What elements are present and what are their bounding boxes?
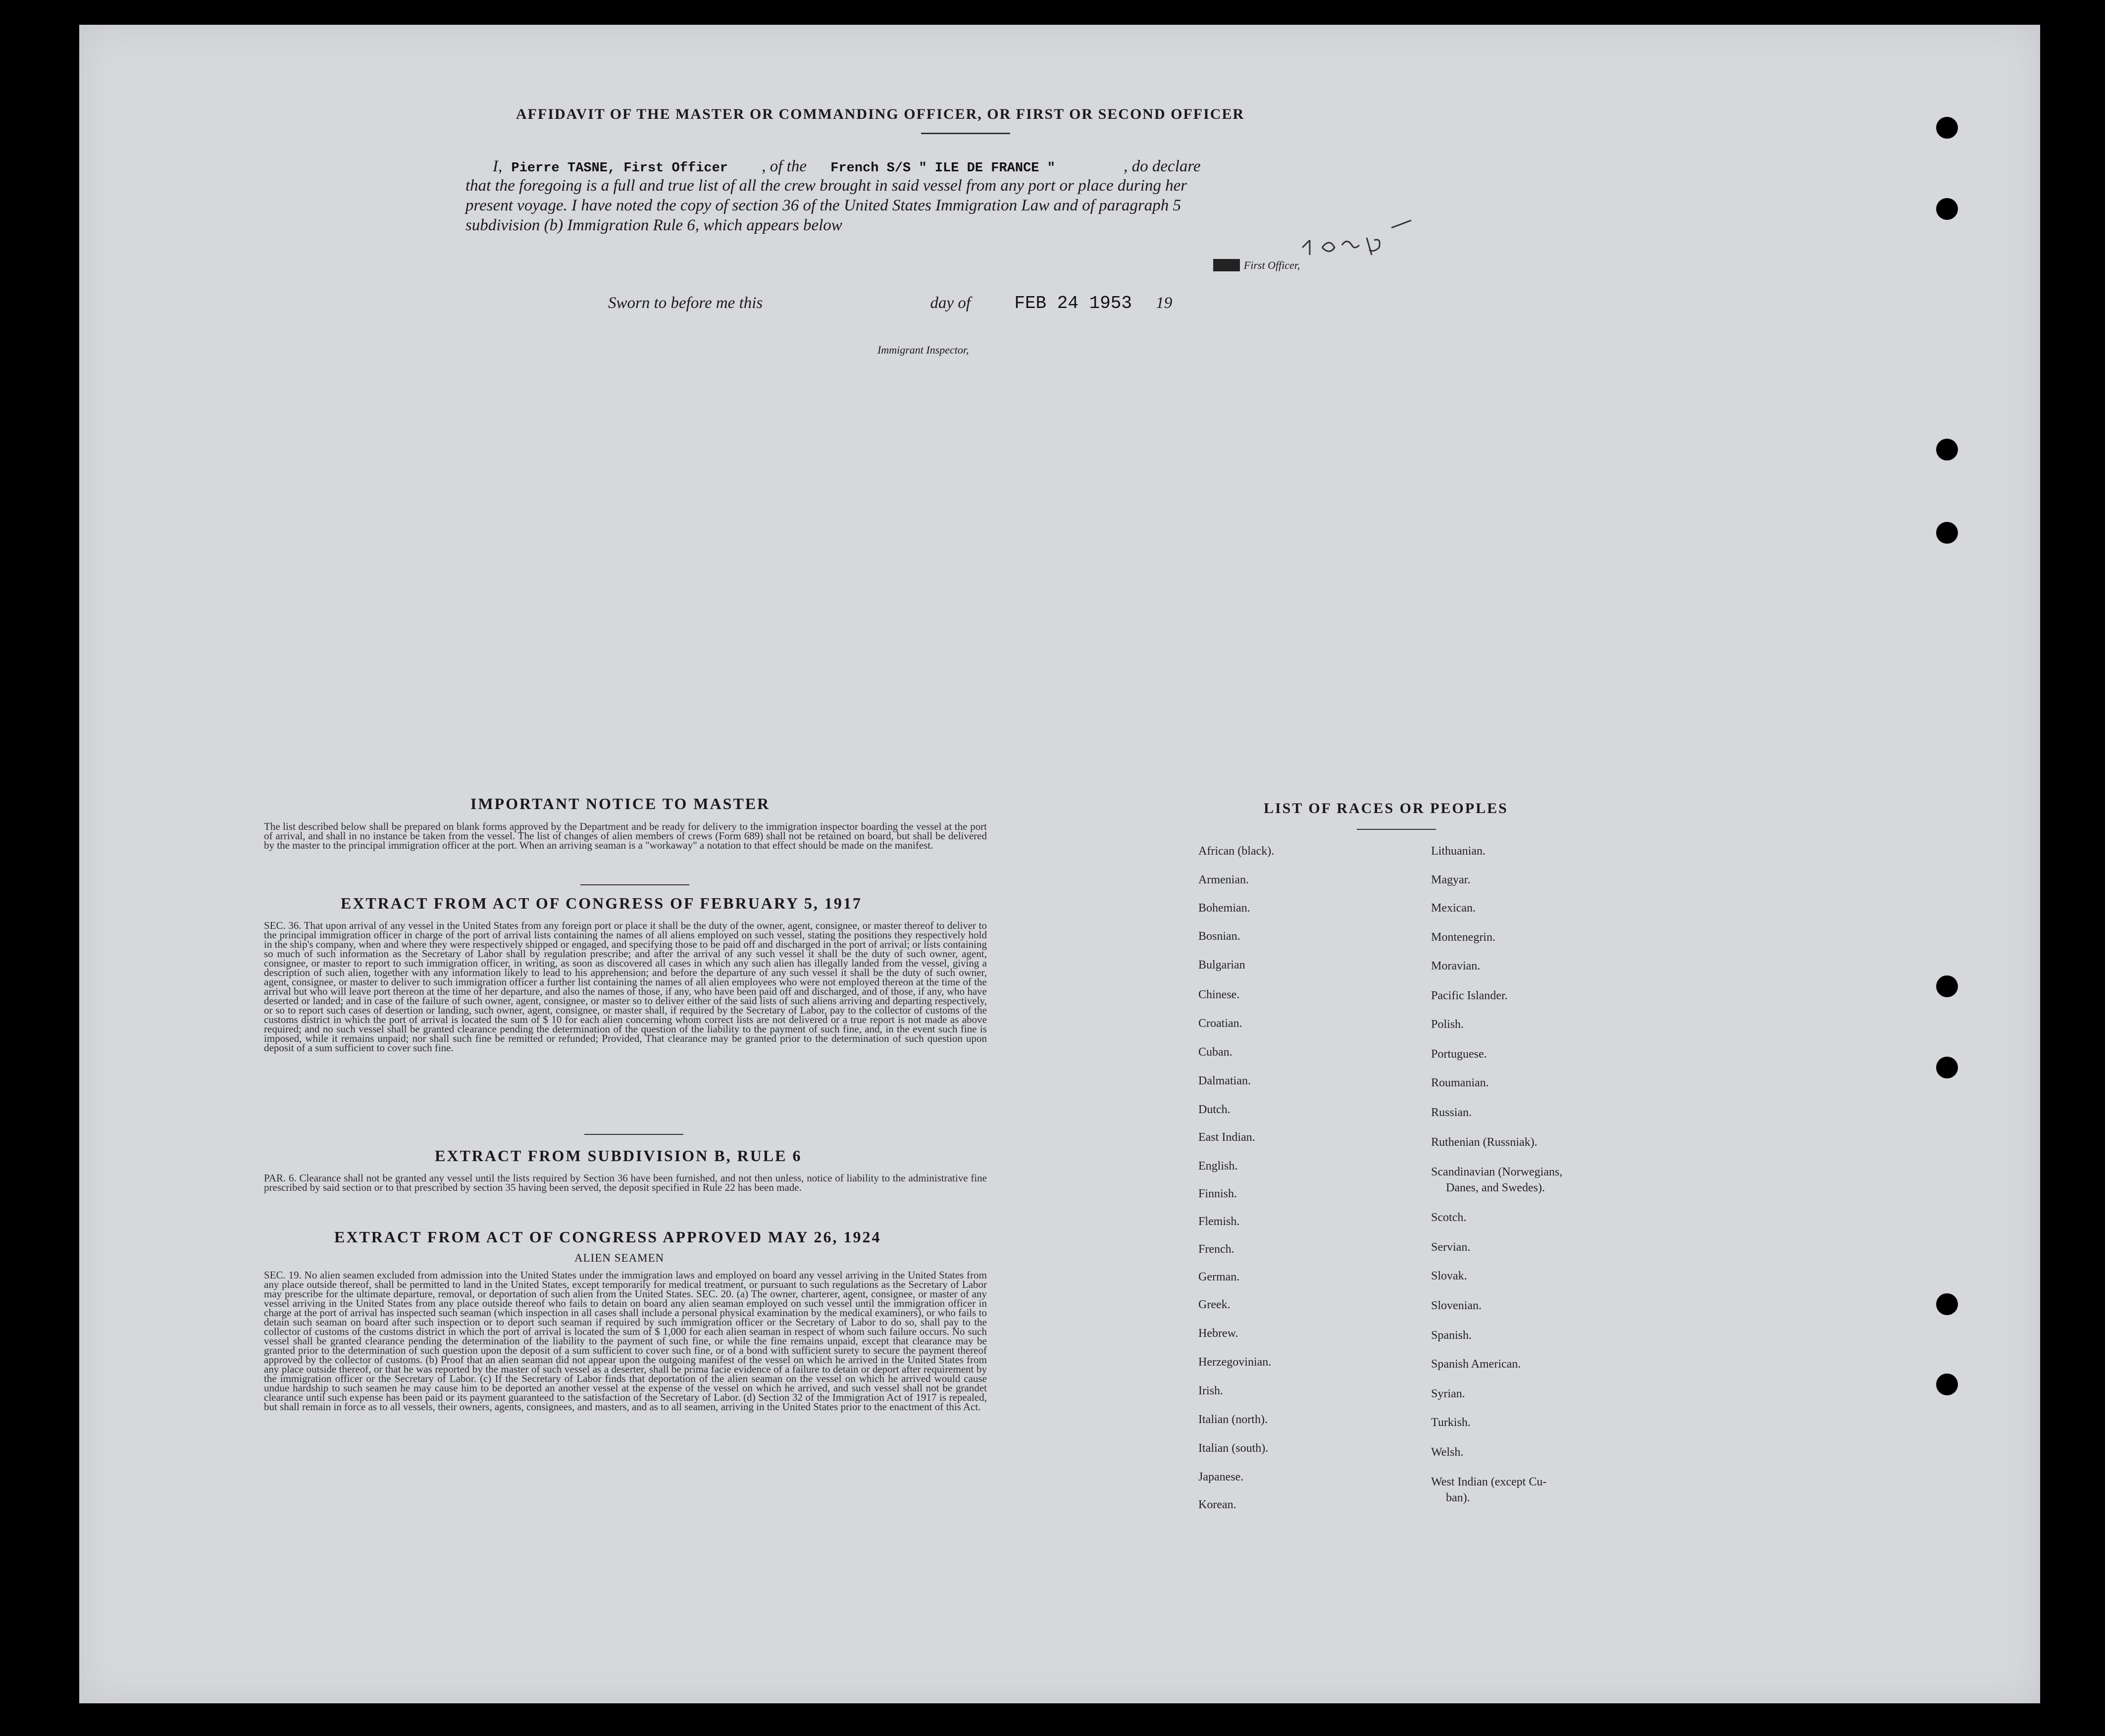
- race-item: Syrian.: [1431, 1387, 1465, 1400]
- race-item: East Indian.: [1198, 1131, 1255, 1144]
- race-item: Irish.: [1198, 1384, 1223, 1397]
- officer-name-typed: Pierre TASNE, First Officer: [511, 161, 728, 176]
- binder-hole: [1936, 439, 1958, 460]
- race-item: African (black).: [1198, 845, 1275, 858]
- race-item: Ruthenian (Russniak).: [1431, 1136, 1538, 1149]
- title-divider: [921, 133, 1010, 134]
- race-item: Chinese.: [1198, 988, 1240, 1001]
- race-item: Montenegrin.: [1431, 931, 1495, 944]
- affidavit-line4: subdivision (b) Immigration Rule 6, which appears below: [465, 216, 842, 234]
- document-sheet: [79, 25, 2040, 1703]
- extract-rule6-text: PAR. 6. Clearance shall not be granted any vessel until the lists required by Section 36 have been furnished, and not then unless, notice of liability to the administrative fine prescribed by said section or to that prescribed by section 35 having been served, the deposit specified in Rule 22 has been made.: [264, 1172, 987, 1193]
- race-item: Moravian.: [1431, 960, 1481, 972]
- race-item: Slovak.: [1431, 1270, 1467, 1282]
- year-prefix: 19: [1156, 294, 1173, 312]
- race-item: West Indian (except Cu-: [1431, 1476, 1547, 1488]
- race-item: Scandinavian (Norwegians,: [1431, 1166, 1563, 1178]
- extract-1917-title: EXTRACT FROM ACT OF CONGRESS OF FEBRUARY 5, 1917: [341, 894, 862, 912]
- binder-hole: [1936, 975, 1958, 997]
- notice-text: The list described below shall be prepared on blank forms approved by the Department and be ready for delivery to the immigration inspector boarding the vessel at the port of arrival, and shall in no instance be taken from the vessel. The list of changes of alien members of crews (Form 689) shall not be retained on board, but shall be delivered by the master to the principal immigration officer at the port. When an arriving seaman is a "workaway" a notation to that effect should be made on the manifest.: [264, 820, 987, 851]
- of-the-text: , of the: [762, 157, 807, 175]
- extract-1924-title: EXTRACT FROM ACT OF CONGRESS APPROVED MAY 26, 1924: [334, 1228, 881, 1246]
- extract-1917-text: SEC. 36. That upon arrival of any vessel in the United States from any foreign port or place it shall be the duty of the owner, agent, consignee, or master thereof to deliver to the principal immigration officer in charge of the port of arrival lists containing the names of all aliens employed on such vessel, stating the positions they respectively hold in the ship's company, when and where they were respectively shipped or engaged, and specifying those to be paid off and discharged in the port of arrival; or lists containing so much of such information as the Secretary of Labor shall by regulation prescribe; and after the arrival of any such vessel it shall be the duty of such owner, agent, consignee, or master to report to such immigration officer, in writing, as soon as discovered all cases in which any such alien has illegally landed from the vessel, giving a description of such alien, together with any information likely to lead to his apprehension; and before the departure of any such vessel it shall be the duty of such owner, agent, consignee, or master to deliver to such immigration officer a further list containing the names of all alien employees who were not employed thereon at the time of the arrival but who will leave port thereon at the time of her departure, and also the names of those, if any, who have been paid off and discharged, and of those, if any, who have deserted or landed; and in case of the failure of such owner, agent, consignee, or master so to deliver either of the said lists of such aliens arriving and departing respectively, or so to report such cases of desertion or landing, such owner, agent, consignee, or master shall, if required by the Secretary of Labor, pay to the collector of customs of the customs district in which the port of arrival is located the sum of $ 10 for each alien concerning whom correct lists are not delivered or a true report is not made as above required; and no such vessel shall be granted clearance pending the determination of the question of the liability to the payment of such fine, and, in the event such fine is imposed, while it remains unpaid; nor shall such fine be remitted or refunded; Provided, That clearance may be granted prior to the determination of such question upon deposit of a sum sufficient to cover such fine.: [264, 919, 987, 1054]
- race-item: Turkish.: [1431, 1416, 1471, 1429]
- notice-title: IMPORTANT NOTICE TO MASTER: [470, 795, 770, 813]
- binder-hole: [1936, 1374, 1958, 1395]
- race-item: Bulgarian: [1198, 959, 1245, 971]
- race-item: Dalmatian.: [1198, 1074, 1251, 1087]
- race-item: Mexican.: [1431, 902, 1476, 915]
- vessel-name-typed: French S/S " ILE DE FRANCE ": [830, 161, 1055, 176]
- race-item: Bosnian.: [1198, 930, 1240, 943]
- affidavit-line3: present voyage. I have noted the copy of section 36 of the United States Immigration Law and of paragraph 5: [465, 197, 1181, 214]
- race-item: Herzegovinian.: [1198, 1356, 1272, 1369]
- race-item: Welsh.: [1431, 1446, 1464, 1459]
- notice-divider: [580, 884, 689, 885]
- day-of-text: day of: [930, 294, 971, 312]
- race-item: ban).: [1446, 1491, 1470, 1504]
- binder-hole: [1936, 198, 1958, 220]
- sworn-line: [608, 293, 1172, 313]
- immigrant-inspector-label: Immigrant Inspector,: [877, 344, 969, 356]
- binder-hole: [1936, 522, 1958, 544]
- race-item: Pacific Islander.: [1431, 989, 1508, 1002]
- binder-hole: [1936, 1057, 1958, 1078]
- affidavit-intro: I,: [493, 157, 503, 175]
- race-item: Flemish.: [1198, 1215, 1240, 1228]
- race-item: Korean.: [1198, 1498, 1236, 1511]
- race-item: Italian (south).: [1198, 1442, 1269, 1455]
- races-title: LIST OF RACES OR PEOPLES: [1264, 800, 1508, 817]
- extract-rule6-title: EXTRACT FROM SUBDIVISION B, RULE 6: [435, 1147, 802, 1165]
- race-item: Lithuanian.: [1431, 845, 1486, 858]
- race-item: Roumanian.: [1431, 1076, 1489, 1089]
- race-item: Finnish.: [1198, 1187, 1237, 1200]
- binder-hole: [1936, 1293, 1958, 1315]
- race-item: Dutch.: [1198, 1103, 1231, 1116]
- race-item: Hebrew.: [1198, 1327, 1238, 1340]
- race-item: Servian.: [1431, 1241, 1471, 1254]
- sworn-text: Sworn to before me this: [608, 294, 763, 312]
- first-officer-label: First Officer,: [1243, 259, 1300, 271]
- extract-1924-text: SEC. 19. No alien seamen excluded from admission into the United States under the immigration laws and employed on board any vessel arriving in the United States from any place outside thereof, shall be permitted to land in the United States, except temporarily for medical treatment, or pursuant to such regulations as the Secretary of Labor may prescribe for the ultimate departure, removal, or deportation of such alien from the United States. SEC. 20. (a) The owner, charterer, agent, consignee, or master of any vessel arriving in the United States from any place outside thereof who fails to detain on board any alien seaman employed on such vessel until the immigration officer in charge at the port of arrival has inspected such seaman (which inspection in all cases shall include a personal physical examination by the medical examiners), or who fails to detain such seaman on board after such inspection or to deport such seaman if required by such immigration officer or the Secretary of Labor to do so, shall pay to the collector of customs of the customs district in which the port of arrival is located the sum of $ 1,000 for each alien seaman in respect of whom such failure occurs. No such vessel shall be granted clearance pending the determination of the liability to the payment of such fine, or while the fine remains unpaid, except that clearance may be granted prior to the determination of such question upon the deposit of a sum sufficient to cover such fine, or of a bond with sufficient surety to secure the payment thereof approved by the collector of customs. (b) Proof that an alien seaman did not appear upon the outgoing manifest of the vessel on which he arrived in the United States from any place outside thereof, or that he was reported by the master of such vessel as a deserter, shall be prima facie evidence of a failure to detain or deport after requirement by the immigration officer or the Secretary of Labor. (c) If the Secretary of Labor finds that deportation of the alien seaman on the vessel on which he arrived would cause undue hardship to such seamen he may cause him to be deported an another vessel at the expense of the vessel on which he arrived, and such vessel shall not be grandet clearance until such expense has been paid or its payment guaranteed to the satisfaction of the Secretary of Labor. (d) Section 32 of the Immigration Act of 1917 is repealed, but shall remain in force as to all vessels, their owners, agents, consignees, and masters, and as to all seamen, arriving in the United States prior to the enactment of this Act.: [264, 1269, 987, 1413]
- race-item: Magyar.: [1431, 873, 1471, 886]
- race-item: Spanish American.: [1431, 1358, 1521, 1371]
- handwritten-signature: [1287, 218, 1436, 262]
- race-item: Portuguese.: [1431, 1048, 1487, 1061]
- binder-hole: [1936, 117, 1958, 139]
- affidavit-line2: that the foregoing is a full and true list of all the crew brought in said vessel from any port or place during her: [465, 177, 1187, 195]
- extract-1917-divider: [584, 1134, 683, 1135]
- race-item: Slovenian.: [1431, 1299, 1482, 1312]
- race-item: French.: [1198, 1243, 1234, 1256]
- race-item: Japanese.: [1198, 1471, 1244, 1483]
- do-declare-text: , do declare: [1124, 157, 1201, 175]
- extract-1924-subtitle: ALIEN SEAMEN: [574, 1252, 665, 1264]
- signature-officer-title: XXXX First Officer,: [1213, 259, 1300, 271]
- races-divider: [1357, 829, 1436, 830]
- race-item: Spanish.: [1431, 1329, 1472, 1342]
- race-item: English.: [1198, 1160, 1238, 1173]
- race-item: Armenian.: [1198, 873, 1249, 886]
- race-item: Scotch.: [1431, 1211, 1467, 1224]
- affidavit-title: AFFIDAVIT OF THE MASTER OR COMMANDING OFFICER, OR FIRST OR SECOND OFFICER: [516, 106, 1245, 122]
- affidavit-line1: [493, 157, 1201, 176]
- race-item: Russian.: [1431, 1106, 1472, 1119]
- race-item: Danes, and Swedes).: [1446, 1181, 1545, 1194]
- date-stamp: FEB 24 1953: [1014, 293, 1132, 313]
- race-item: Cuban.: [1198, 1046, 1232, 1059]
- race-item: Italian (north).: [1198, 1413, 1268, 1426]
- race-item: Bohemian.: [1198, 902, 1250, 915]
- race-item: Polish.: [1431, 1018, 1464, 1031]
- race-item: Greek.: [1198, 1298, 1231, 1311]
- race-item: Croatian.: [1198, 1017, 1242, 1030]
- race-item: German.: [1198, 1271, 1240, 1283]
